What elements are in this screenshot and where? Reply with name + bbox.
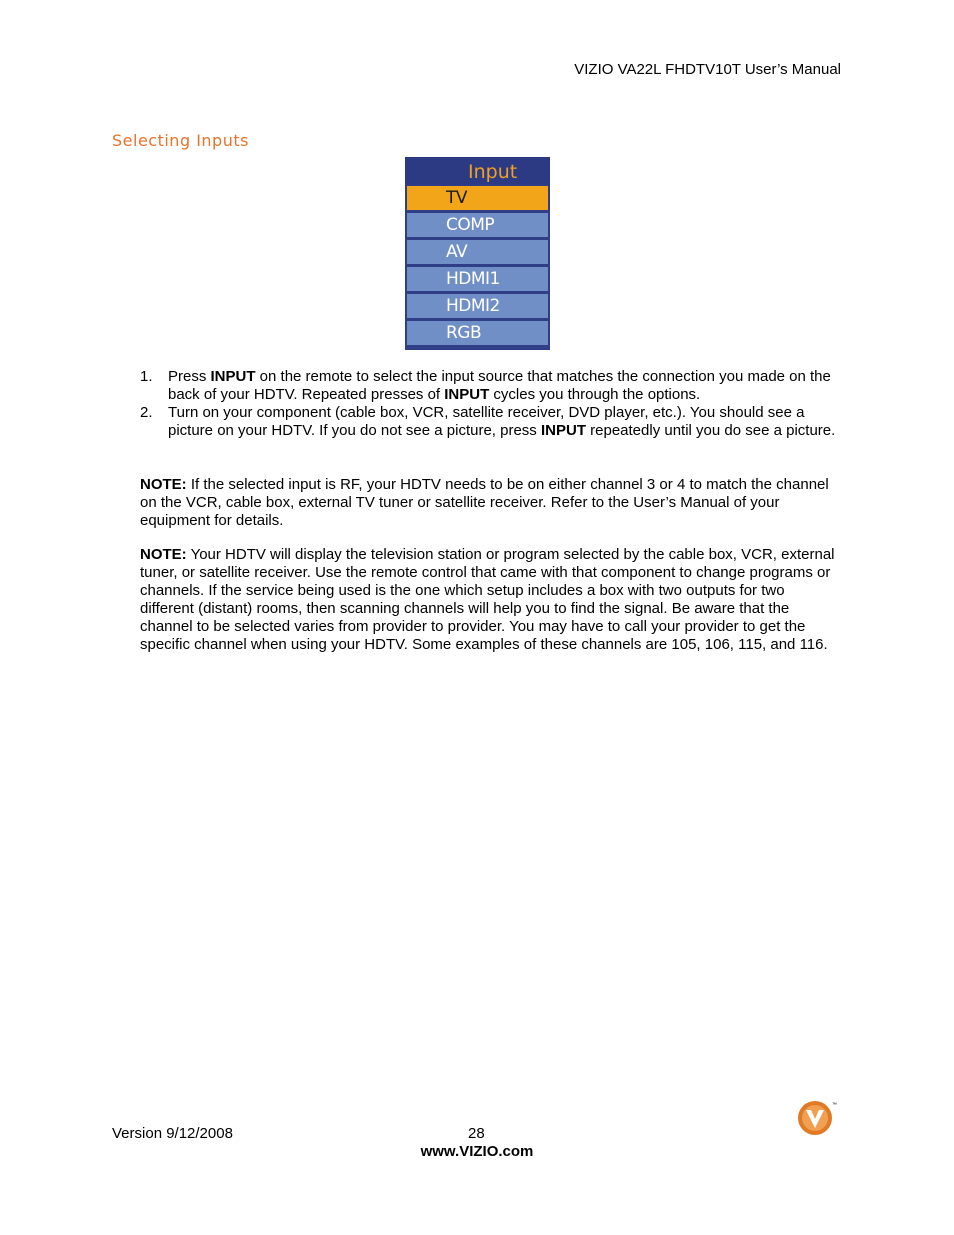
step-number: 1. — [140, 368, 153, 385]
logo-trademark: ™ — [832, 1102, 837, 1108]
note-paragraph — [140, 546, 840, 654]
footer-version: Version 9/12/2008 — [112, 1125, 233, 1142]
input-menu-item-hdmi2: HDMI2 — [407, 294, 548, 318]
step-keyword: INPUT — [444, 386, 490, 403]
note-label: NOTE: — [140, 546, 187, 563]
step-number: 2. — [140, 404, 153, 421]
input-menu-item-tv: TV — [407, 186, 548, 210]
section-heading: Selecting Inputs — [112, 131, 249, 150]
input-menu-item-av: AV — [407, 240, 548, 264]
note-label: NOTE: — [140, 476, 187, 493]
input-menu-item-rgb: RGB — [407, 321, 548, 345]
step-keyword: INPUT — [210, 368, 256, 385]
footer-url: www.VIZIO.com — [420, 1143, 534, 1160]
note-text: Your HDTV will display the television station or program selected by the cable box, VCR, external tuner, or satellite receiver. Use the remote control that came with that component to change programs or channels. If the service being used is the one which setup includes a box with two outputs for two different (distant) rooms, then scanning channels will help you to find the signal. Be aware that the channel to be selected varies from provider to provider. You may have to call your provider to get the specific channel when using your HDTV. Some examples of these channels are 105, 106, 115, and 116. — [140, 546, 835, 653]
note-paragraph — [140, 476, 840, 530]
note-text: If the selected input is RF, your HDTV needs to be on either channel 3 or 4 to match the channel on the VCR, cable box, external TV tuner or satellite receiver. Refer to the User’s Manual of your equipment for details. — [140, 476, 829, 529]
header-title: VIZIO VA22L FHDTV10T User’s Manual — [574, 61, 841, 78]
input-menu-image — [405, 157, 550, 350]
page-number: 28 — [468, 1125, 485, 1142]
step-text: Press — [168, 368, 211, 385]
steps-list — [140, 368, 840, 440]
input-menu-item-comp: COMP — [407, 213, 548, 237]
list-item — [140, 404, 840, 440]
list-item — [140, 368, 840, 404]
input-menu-item-hdmi1: HDMI1 — [407, 267, 548, 291]
step-text: cycles you through the options. — [489, 386, 701, 403]
step-keyword: INPUT — [540, 422, 586, 439]
step-text: repeatedly until you do see a picture. — [585, 422, 836, 439]
input-menu-title: Input — [405, 157, 550, 185]
step-text: Turn on your component (cable box, VCR, satellite receiver, DVD player, etc.). You should see a picture on your HDTV. If you do not see a picture, press — [168, 404, 805, 439]
step-text: on the remote to select the input source that matches the connection you made on the back of your HDTV. Repeated presses of — [168, 368, 831, 403]
vizio-logo-icon — [797, 1100, 833, 1136]
